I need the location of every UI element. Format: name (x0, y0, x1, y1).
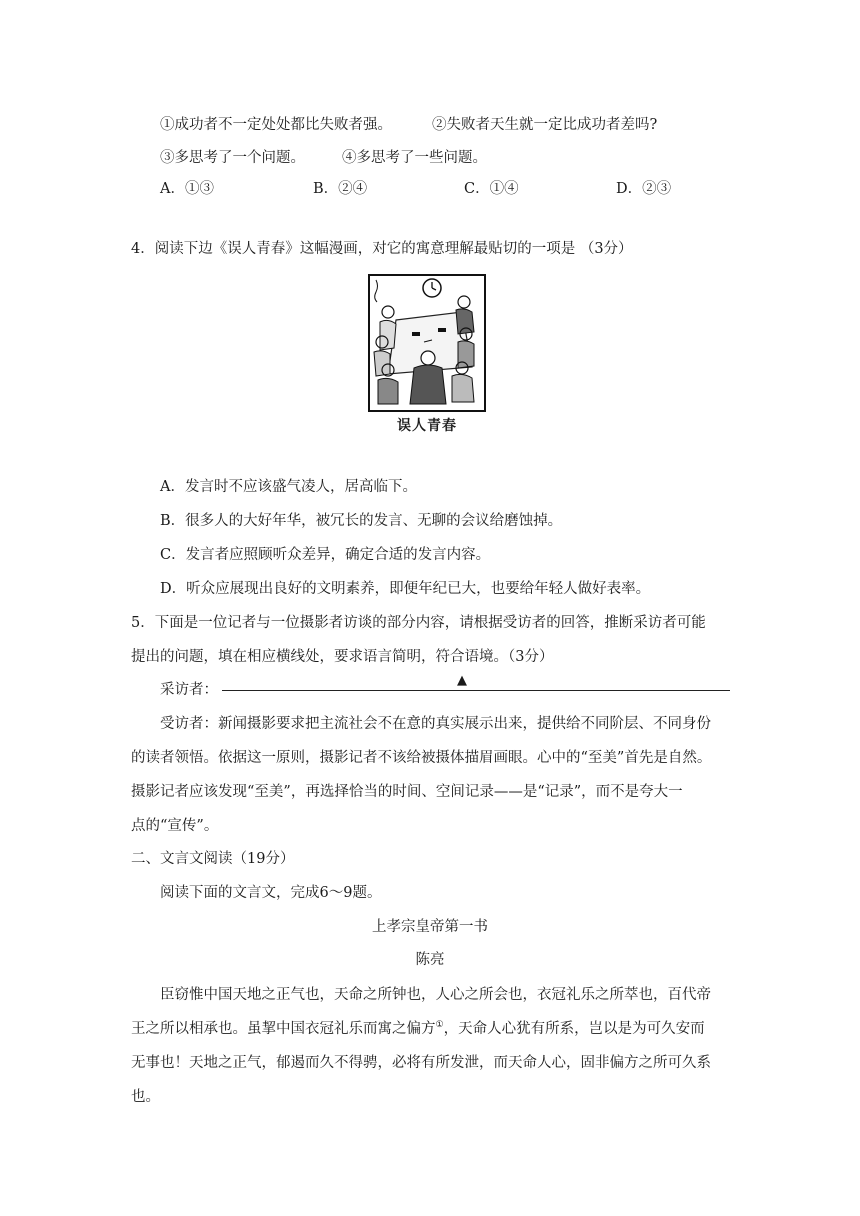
interviewer-label: 采访者： (160, 682, 218, 698)
essay-title: 上孝宗皇帝第一书 (372, 919, 488, 935)
statement-3: ③多思考了一个问题。 (160, 150, 305, 166)
cartoon-caption: 误人青春 (397, 418, 457, 434)
section-instruction: 阅读下面的文言文，完成6～9题。 (160, 885, 382, 901)
statement-4: ④多思考了一些问题。 (342, 150, 487, 166)
cartoon-image (366, 272, 488, 432)
q4-option-a[interactable]: A．发言时不应该盛气凌人，居高临下。 (160, 479, 417, 495)
answer-blank-line[interactable] (222, 690, 730, 691)
essay-line-2-part2: ，天命人心犹有所系，岂以是为可久安而 (443, 1021, 705, 1037)
interviewee-line-1: 受访者：新闻摄影要求把主流社会不在意的真实展示出来，提供给不同阶层、不同身份 (160, 716, 711, 732)
blank-marker: ▲ (457, 673, 467, 688)
q5-question-line1: 5．下面是一位记者与一位摄影者访谈的部分内容，请根据受访者的回答，推断采访者可能 (131, 615, 706, 631)
q4-option-d[interactable]: D．听众应展现出良好的文明素养，即便年纪已大，也要给年轻人做好表率。 (160, 581, 651, 597)
q3-option-d[interactable]: D．②③ (616, 181, 672, 197)
statement-1: ①成功者不一定处处都比失败者强。 (160, 117, 392, 133)
interviewee-line-3: 摄影记者应该发现“至美”，再选择恰当的时间、空间记录——是“记录”，而不是夸大一 (131, 784, 683, 800)
q4-option-c[interactable]: C．发言者应照顾听众差异，确定合适的发言内容。 (160, 547, 491, 563)
cartoon-drawing (366, 272, 488, 432)
essay-line-2-part1: 王之所以相承也。虽挈中国衣冠礼乐而寓之偏方 (131, 1021, 436, 1037)
q3-option-c[interactable]: C．①④ (464, 181, 519, 197)
q4-question: 4．阅读下边《误人青春》这幅漫画，对它的寓意理解最贴切的一项是 （3分） (131, 241, 633, 257)
footnote-marker[interactable]: ① (435, 1020, 444, 1031)
essay-author: 陈亮 (415, 952, 445, 968)
interviewee-line-2: 的读者领悟。依据这一原则，摄影记者不该给被摄体描眉画眼。心中的“至美”首先是自然。 (131, 750, 712, 766)
q5-question-line2: 提出的问题，填在相应横线处，要求语言简明，符合语境。（3分） (131, 649, 554, 665)
q3-option-b[interactable]: B．②④ (313, 181, 368, 197)
essay-line-1: 臣窃惟中国天地之正气也，天命之所钟也，人心之所会也，衣冠礼乐之所萃也，百代帝 (160, 987, 711, 1003)
interviewee-line-4: 点的“宣传”。 (131, 818, 219, 834)
essay-line-3: 无事也！天地之正气，郁遏而久不得骋，必将有所发泄，而天命人心，固非偏方之所可久系 (131, 1055, 711, 1071)
essay-line-4: 也。 (131, 1089, 160, 1105)
q3-option-a[interactable]: A．①③ (160, 181, 214, 197)
section-heading: 二、文言文阅读（19分） (131, 851, 295, 867)
essay-line-2 (131, 1017, 705, 1038)
q4-option-b[interactable]: B．很多人的大好年华，被冗长的发言、无聊的会议给磨蚀掉。 (160, 513, 563, 529)
statement-2: ②失败者天生就一定比成功者差吗? (432, 117, 658, 133)
